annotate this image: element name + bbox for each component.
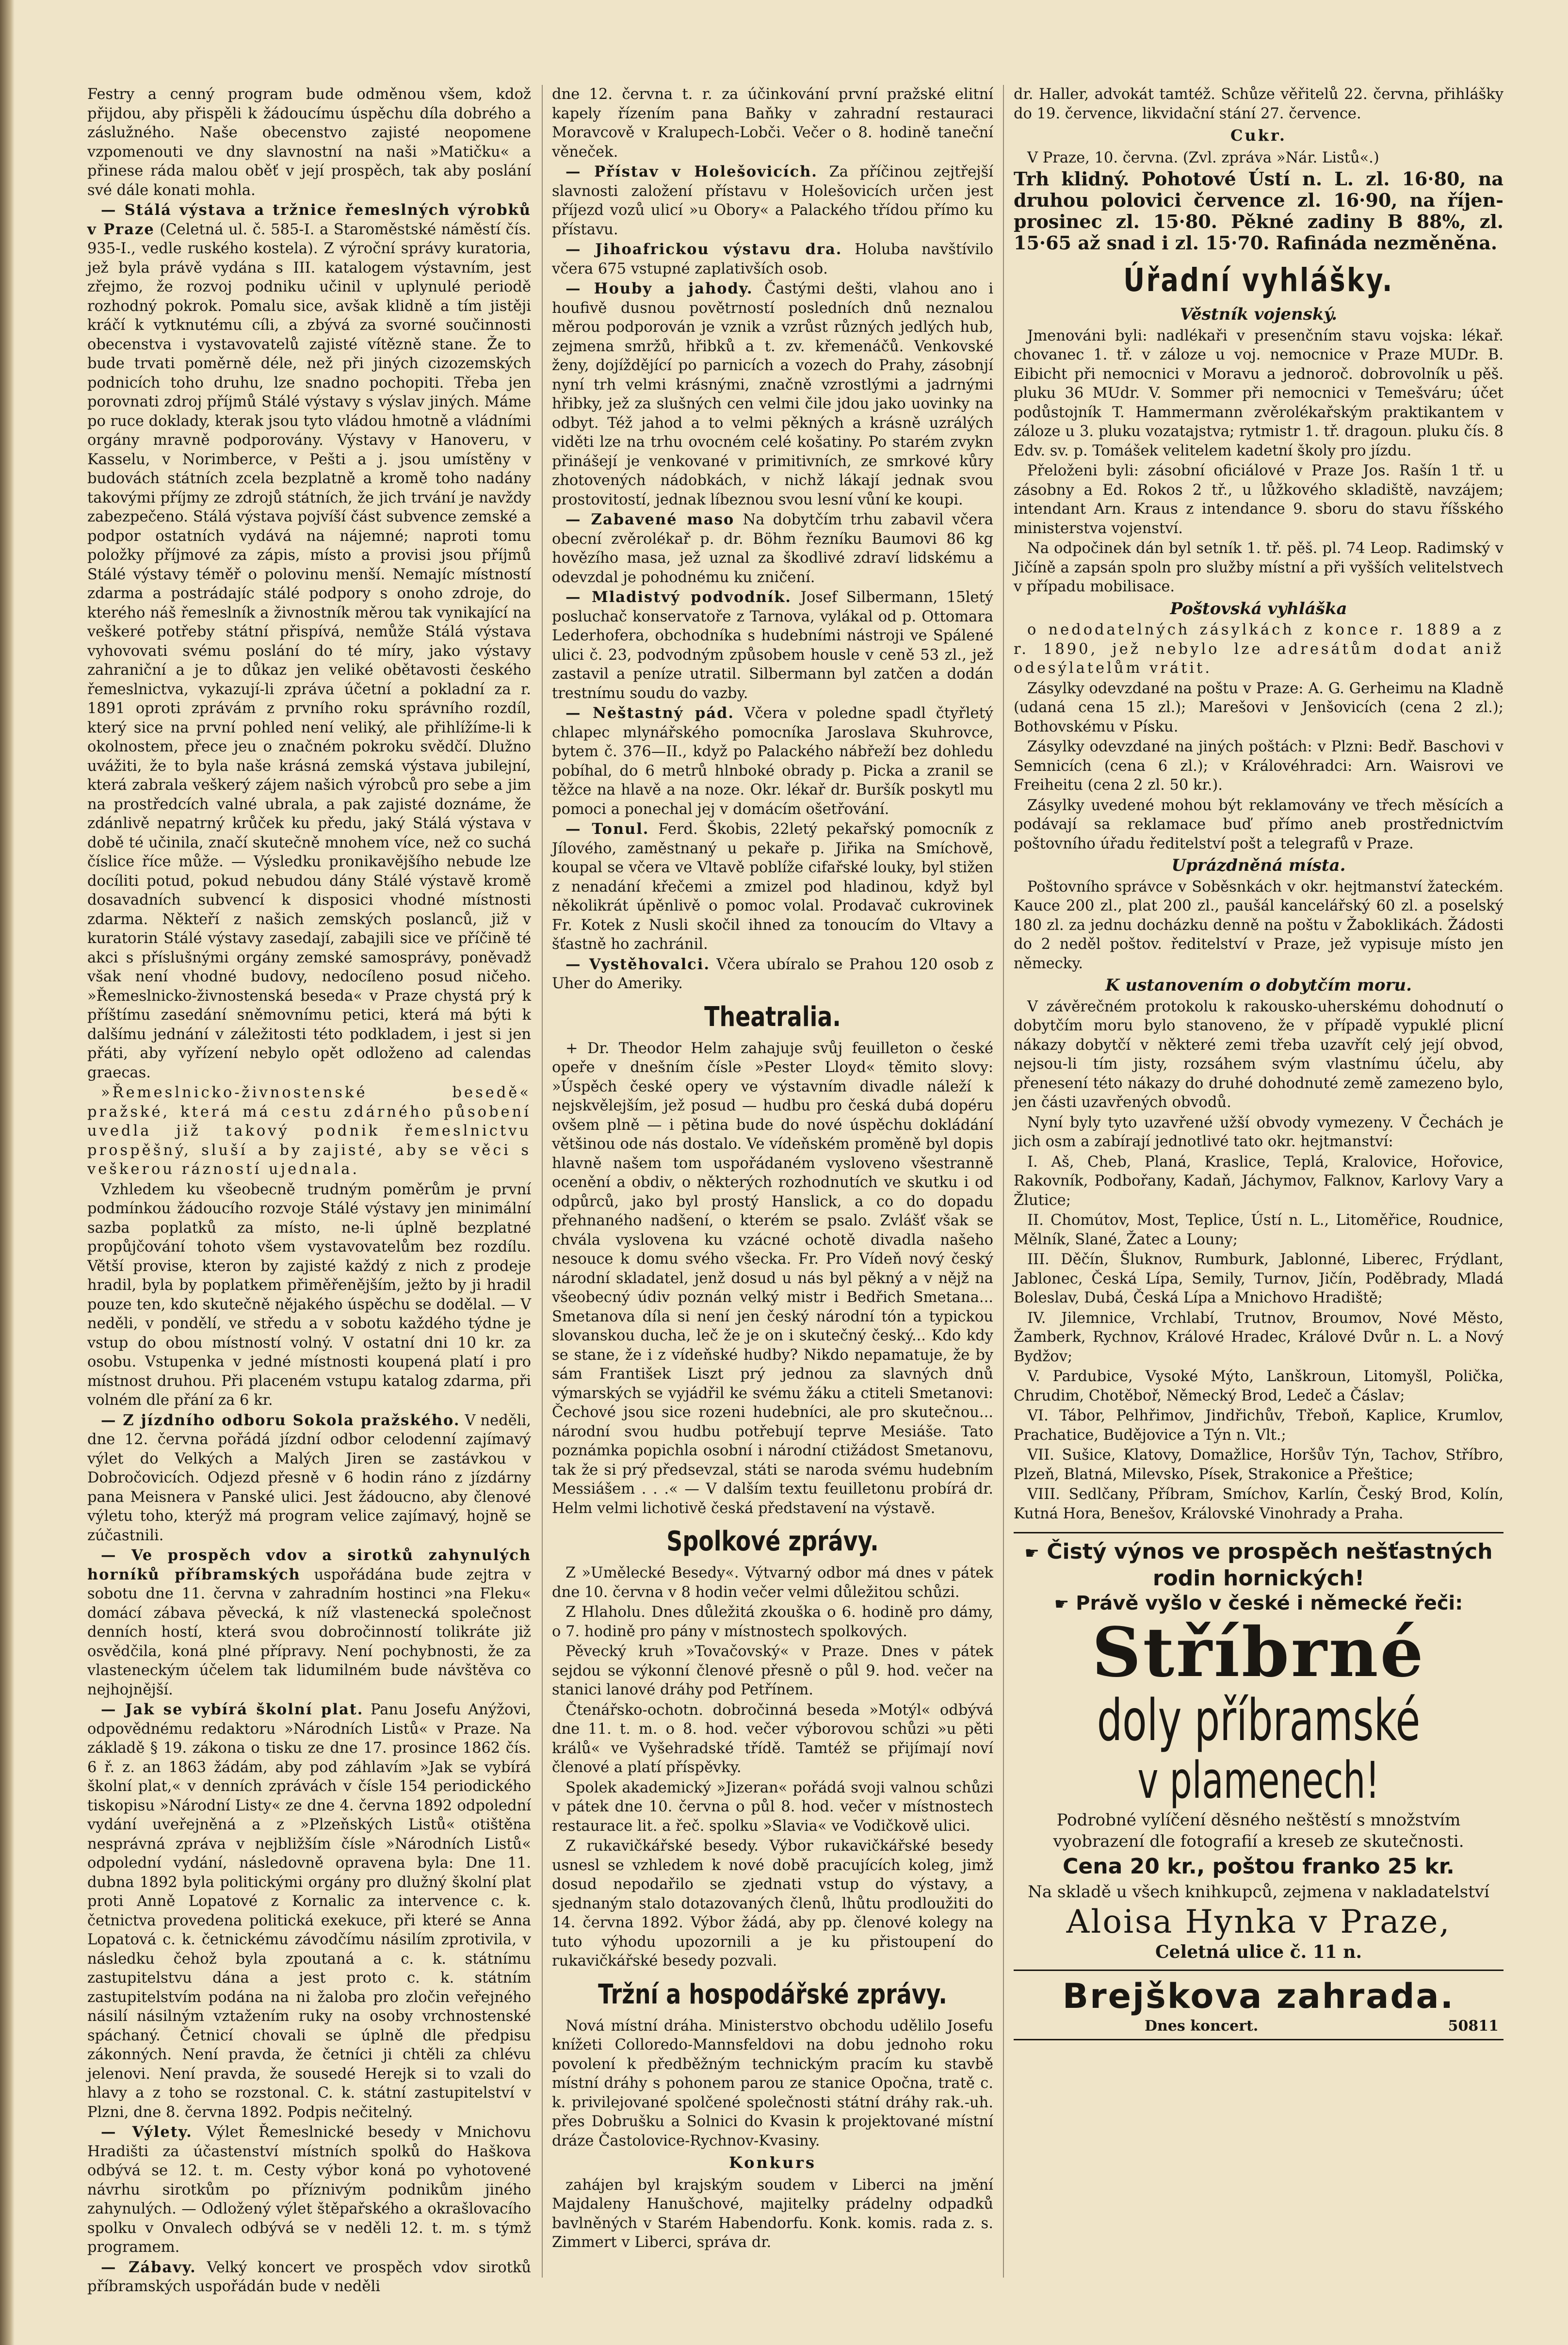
item-heading: — Ve prospěch vdov a sirotků zahynulých horníků příbramských (87, 1547, 531, 1583)
paragraph: o nedodatelných zásylkách z konce r. 1889 a z r. 1890, jež nebylo lze adresátům dodat aniž odesýlatelům vrátit. (1014, 621, 1503, 677)
column-divider (542, 85, 543, 2278)
paragraph: dr. Haller, advokát tamtéž. Schůze věřitelů 22. června, přihlášky do 19. července, likvidační stání 27. července. (1014, 86, 1503, 122)
section-heading-uradni-vyhlasky: Úřadní vyhlášky. (1123, 261, 1394, 299)
ad-title-line-3: v plamenech! (1137, 1751, 1380, 1810)
paragraph: Pěvecký kruh »Tovačovský« v Praze. Dnes v pátek sejdou se výkonní členové přesně o půl 9. hod. večer na stanici lanové dráhy pod Petřínem. (552, 1643, 993, 1698)
news-item (87, 1700, 531, 2122)
item-text: Velký koncert ve prospěch vdov sirotků příbramských uspořádán bude v neděli (87, 2259, 532, 2295)
paragraph-spaced: »Řemeslnicko-živnostenské besedě« pražské, která má cestu zdárného působení uvedla již takový podnik řemeslnictvu prospěšný, sluší a by zajisté, aby se věci s veškerou rázností ujednala. (87, 1084, 531, 1178)
list-item: III. Děčín, Šluknov, Rumburk, Jablonné, Liberec, Frýdlant, Jablonec, Česká Lípa, Semily, Turnov, Jičín, Poděbrady, Mladá Boleslav, Dubá, Česká Lípa a Mnichovo Hradiště; (1014, 1251, 1503, 1306)
list-item: V. Pardubice, Vysoké Mýto, Lanškroun, Litomyšl, Polička, Chrudim, Chotěboř, Německý Brod, Ledeč a Čáslav; (1014, 1368, 1503, 1404)
ad-publisher: Aloisa Hynka v Praze, (1066, 1903, 1451, 1940)
page-binding-edge (0, 0, 15, 2345)
item-text: V neděli, dne 12. června pořádá jízdní odbor celodenní zajímavý výlet do Velkých a Malých Jiren se zastávkou v Dobročovicích. Odjezd přesně v 6 hodin ráno z jízdárny pana Meisnera v Panské ulici. Jest žádoucno, aby členové výletu toho, kterýž má program velice zajímavý, hojně se zúčastnili. (87, 1412, 531, 1544)
item-text: Holuba navštívilo včera 675 vstupné zaplativších osob. (552, 241, 994, 277)
item-heading: — Jak se vybírá školní plat. (101, 1701, 364, 1718)
ad-note: Dnes koncert. (1145, 2018, 1259, 2035)
advertisement-brejskova-zahrada (1014, 1970, 1503, 2040)
subheading-uprazdnena-mista: Uprázdněná místa. (1171, 856, 1346, 875)
list-item: II. Chomútov, Most, Teplice, Ústí n. L., Litoměřice, Roudnice, Mělník, Slané, Žatec a Louny; (1014, 1212, 1503, 1248)
item-heading: — Z jízdního odboru Sokola pražského. (101, 1411, 460, 1429)
paragraph: Spolek akademický »Jizeran« pořádá svoji valnou schůzi v pátek dne 10. června o půl 8. hod. večer v místnostech restaurace lit. a řeč. spolku »Slavia« ve Vodičkově ulici. (552, 1779, 993, 1835)
paragraph: Jmenováni byli: nadlékaři v presenčním stavu vojska: lékař. chovanec 1. tř. v záloze u voj. nemocnice v Praze MUDr. B. Eibicht při nemocnici v Moravu a jednoroč. dobrovolník u pěš. pluku 36 MUdr. V. Sommer při nemocnici v Temešváru; účet podůstojník T. Hammermann zvěrolékařským praktikantem v záloze u 3. pluku vozatajstva; rytmistr 1. tř. dragoun. pluku čís. 8 Edv. sv. p. Tomášek velitelem kadetní školy pro jízdu. (1014, 327, 1503, 459)
pointing-hand-icon: ☛ (1024, 1544, 1039, 1563)
pointing-hand-icon: ☛ (1054, 1595, 1069, 1614)
paragraph: Čtenářsko-ochotn. dobročinná beseda »Motýl« odbývá dne 11. t. m. o 8. hod. večer výborovou schůzi »u pěti králů« ve Vyšehradské třídě. Tamtéž se přijímají noví členové a platí příspěvky. (552, 1701, 993, 1776)
subheading-dobytci-mor: K ustanovením o dobytčím moru. (1105, 976, 1412, 995)
item-heading: — Tonul. (566, 820, 649, 838)
paragraph: Nová místní dráha. Ministerstvo obchodu udělilo Josefu knížeti Colloredo-Mannsfeldovi na dobu jednoho roku povolení k předběžným technickým pracím ku stavbě místní dráhy s pohonem parou ze stanice Opočna, tratě c. k. privilejované spolčené společnosti státní dráhy rak.-uh. přes Dobrušku a Solnici do Kvasin k projektované místní dráze Častolovice-Rychnov-Kvasiny. (552, 2017, 993, 2150)
paragraph: Z rukavičkářské besedy. Výbor rukavičkářské besedy usnesl se vzhledem k nové době pracujících koleg, jimž dosud nepodařilo se zjednati vstup do výstavy, a sjednaným stalo dotazovaných členů, lhůtu prodloužiti do 14. června 1892. Výbor žádá, aby pp. členové kolegy na tuto výhodu upozornili a je ku přistoupení do rukavičkářské besedy pozvali. (552, 1838, 993, 1970)
advertisement-stribrne-doly (1014, 1532, 1503, 1963)
ad-availability: Na skladě u všech knihkupců, zejmena v nakladatelství (1028, 1882, 1489, 1902)
column-divider (1003, 85, 1004, 2278)
item-heading: — Jihoafrickou výstavu dra. (566, 241, 842, 258)
newspaper-page (87, 85, 1503, 2295)
news-item (552, 240, 993, 278)
ad-headline: Brejškova zahrada. (1062, 1976, 1455, 2016)
ad-description: Podrobné vylíčení děsného neštěstí s množstvím vyobrazení dle fotografií a kreseb ze skutečnosti. (1053, 1810, 1464, 1851)
news-item (552, 163, 993, 239)
item-heading: — Zabavené maso (566, 511, 735, 528)
list-item: VI. Tábor, Pelhřimov, Jindřichův, Třeboň, Kaplice, Krumlov, Prachatice, Budějovice a Týn n. Vlt.; (1014, 1407, 1503, 1444)
paragraph: Zásylky odevzdané na poštu v Praze: A. G. Gerheimu na Kladně (udaná cena 15 zl.); Marešovi v Jenšovicích (cena 2 zl.); Bothovskému v Písku. (1014, 680, 1503, 735)
section-heading-cukr: Cukr. (1230, 126, 1287, 145)
item-heading: — Mladistvý podvodník. (566, 588, 792, 606)
news-item (87, 1411, 531, 1546)
news-item (87, 201, 531, 1082)
list-item: VII. Sušice, Klatovy, Domažlice, Horšův Týn, Tachov, Stříbro, Plzeň, Blatná, Milevsko, Písek, Strakonice a Přeštice; (1014, 1447, 1503, 1483)
column-right (1014, 85, 1503, 2278)
paragraph: Přeloženi byli: zásobní oficiálové v Praze Jos. Rašín 1 tř. u zásobny a Ed. Rokos 2 tř., u lůžkového skladiště, navzájem; intendant Arn. Kraus z intendance 9. sboru do stavu říšského ministerstva vojenství. (1014, 462, 1503, 537)
list-item: IV. Jilemnice, Vrchlabí, Trutnov, Broumov, Nové Město, Žamberk, Rychnov, Králové Hradec, Králové Dvůr n. L. a Nový Bydžov; (1014, 1309, 1503, 1365)
paragraph: Z Hlaholu. Dnes důležitá zkouška o 6. hodině pro dámy, o 7. hodině pro pány v místnostech spolkových. (552, 1604, 993, 1640)
item-text: Panu Josefu Anýžovi, odpovědnému redaktoru »Národních Listů« v Praze. Na základě § 19. zákona o tisku ze dne 17. prosince 1862 čís. 6 ř. z. an 1863 žádám, aby pod záhlavím »Jak se vybírá školní plat,« v denních zprávách v čísle 154 periodického tiskopisu »Národní Listy« ze dne 4. června 1892 odpolední vydání uveřejněná a z »Plzeňských Listů« otištěna nesprávná zpráva v nejbližším čísle »Národních Listů« odpolední vydání, následovně opravena byla: Dne 11. dubna 1892 byla politickými orgány pro dlužný školní plat proti Anně Lopatové z Kornalic za intervence c. k. četnictva provedena politická exekuce, při které se Anna Lopatová c. k. četnickému závodčímu násilím zprotivila, v následku čehož byla zpoutaná a c. k. státnímu zastupitelstvu dána a jest proto c. k. státním zastupitelstvím podána na ni žaloba pro zločin veřejného násilí násilným vztažením ruky na osoby vrchnostenské spáchaný. Četnicí chovali se úplně dle předpisu zákonných. Není pravda, že četníci ji chtěli za chlévu jelenovi. Není pravda, že sousedé Herejk si to vzali do hlavy a z toho se rozstonal. C. k. státní zastupitelství v Plzni, dne 8. června 1892. Podpis nečitelný. (87, 1701, 532, 2121)
news-item (87, 1546, 531, 1699)
item-text: Na dobytčím trhu zabavil včera obecní zvěrolékař p. dr. Böhm řezníku Baumovi 86 kg hovězího masa, jež uznal za škodlivé zdraví lidskému a odevzdal je pohodnému ku zničení. (552, 511, 993, 586)
section-heading-trzni-zpravy: Tržní a hospodářské zprávy. (598, 1978, 947, 2010)
ad-price: Cena 20 kr., poštou franko 25 kr. (1063, 1854, 1455, 1879)
paragraph: Zásylky uvedené mohou být reklamovány ve třech měsících a podávají sa reklamace buď přímo aneb prostřednictvím poštovního úřadu ředitelství pošt a telegrafů v Praze. (1014, 797, 1503, 852)
item-text: Ferd. Škobis, 22letý pekařský pomocník z Jílového, zaměstnaný u pekaře p. Jiřika na Smíchově, koupal se včera ve Vltavě poblíže cifařské louky, byl stižen z nenadání křečemi a zmizel pod hladinou, když byl několikrát úpěnlivě o pomoc volal. Prodavač cukrovinek Fr. Kotek z Nusli skočil ihned za tonoucím do Vltavy a šťastně ho zachránil. (552, 821, 994, 953)
column-left (87, 85, 532, 2295)
paragraph: Poštovního správce v Soběsnkách v okr. hejtmanství žateckém. Kauce 200 zl., plat 200 zl., paušál kancelářský 60 zl. a poselský 180 zl. za jednu docházku denně na poštu v Žaboklikách. Žádosti do 2 neděl poštov. ředitelství v Praze, jež vypisuje místo jen německy. (1014, 878, 1503, 972)
item-text: Včera v poledne spadl čtyřletý chlapec mlynářského pomocníka Jaroslava Skuhrovce, bytem č. 376—II., když po Palackého nábřeží bez dohledu pobíhal, do 6 metrů hlnboké obrady p. Picka a zranil se těžce na hlavě a na noze. Okr. lékař dr. Buršík poskytl mu pomoci a ponechal jej v domácím ošetřování. (552, 705, 994, 818)
ad-headline: ☛ Čistý výnos ve prospěch nešťastných rodin hornických! (1024, 1539, 1493, 1591)
column-middle (552, 85, 993, 2278)
section-heading-spolkove-zpravy: Spolkové zprávy. (666, 1526, 879, 1557)
list-item: VIII. Sedlčany, Příbram, Smíchov, Karlín, Český Brod, Kolín, Kutná Hora, Benešov, Královské Vinohrady a Praha. (1014, 1486, 1503, 1522)
ad-footer (1014, 2017, 1503, 2036)
item-heading: — Zábavy. (101, 2258, 196, 2276)
paragraph: zahájen byl krajským soudem v Liberci na jmění Majdaleny Hanušchové, majitelky prádelny odpadků bavlněných v Starém Habendorfu. Konk. komis. rada z. s. Zimmert v Liberci, správa dr. (552, 2176, 993, 2251)
section-heading-konkurs: Konkurs (728, 2153, 817, 2172)
paragraph: + Dr. Theodor Helm zahajuje svůj feuilleton o české opeře v dnešním čísle »Pester Lloyd« těmito slovy: »Úspěch české opery ve výstavním divadle náleží k nejskvělejším, jež posud — hudbu pro česká dubá dopéru ovšem plně — i pětina bude do nové úspěchu dokládání většinou ode nás dostalo. Ve vídeňském proměně byl dopis hlavně našem tom uspořádaném vysloveno všestranně ocenění a obdiv, o některých rozhodnutích ve skutku i od odpůrců, jako byl prostý Hanslick, a co do dopadu přehnaného nadšení, o kterém se psalo. Zvlášť však se chvála vyslovena ku vzácné ochotě divadla našeho nesouce k domu svého všecka. Fr. Pro Vídeň nový český národní skladatel, jenž dosud u nás byl pěkný a v nějž na všeobecný údiv poznán velký mistr i Bedřich Smetana... Smetanova díla si není jen český národní tón a typickou slovanskou ducha, leč že je on i skutečný český... Kdo kdy se stane, že i z vídeňské hudby? Nikdo nepamatuje, že by sám František Liszt prý jednou za slavných dnů výmarských se vyjádřil ke svému žáku a ctiteli Smetanovi: Čechové jsou sice rozeni hudebníci, ale pro skutečnou... národní svou hudbu potřebují teprve Mesiáše. Tato poznámka popichla osobní i národní ctižádost Smetanovu, tak že si prý předsevzal, státi se naroda svému hudebním Messiášem . . .« — V dalším textu feuilletonu probírá dr. Helm velmi lichotivě česká představení na výstavě. (552, 1040, 993, 1517)
ad-address: Celetná ulice č. 11 n. (1155, 1942, 1362, 1962)
ad-title-line-1: Stříbrné (1092, 1613, 1425, 1693)
paragraph: Festry a cenný program bude odměnou všem, kdož přijdou, aby přispěli k žádoucímu úspěchu díla dobrého a záslužného. Naše obecenstvo zajisté neopomene vzpomenouti ve dny slavnostní na naši »Matičku« a přinese ráda malou oběť v její prospěch, tak aby poslání své dále konati mohla. (87, 86, 531, 199)
item-text: Včera ubíralo se Prahou 120 osob z Uher do Ameriky. (552, 956, 993, 992)
item-heading: — Přístav v Holešovicích. (566, 163, 818, 180)
news-item (552, 510, 993, 587)
paragraph: Z »Umělecké Besedy«. Výtvarný odbor má dnes v pátek dne 10. června v 8 hodin večer velmi důležitou schůzi. (552, 1564, 993, 1601)
section-heading-theatralia: Theatralia. (704, 1001, 841, 1033)
news-item (552, 955, 993, 993)
subheading-vestnik-vojensky: Věstník vojenský. (1180, 305, 1338, 324)
item-text: Za příčinou zejtřejší slavnosti založení přístavu v Holešovicích určen jest příjezd vozů ulicí »u Obory« a Palackého třídou přímo ku přístavu. (552, 163, 993, 238)
market-report: Trh klidný. Pohotové Ústí n. L. zl. 16·80, na druhou polovici července zl. 16·90, na říjen-prosinec zl. 15·80. Pěkné zadiny B 88%, zl. 15·65 až snad i zl. 15·70. Rafináda nezměněna. (1014, 168, 1503, 254)
paragraph: dne 12. června t. r. za účinkování první pražské elitní kapely řízením pana Baňky v zahradní restauraci Moravcově v Kralupech-Lobči. Večer o 8. hodině taneční věneček. (552, 86, 993, 161)
ad-title-line-2: doly příbramské (1097, 1687, 1421, 1754)
news-item (552, 588, 993, 703)
item-text: Častými dešti, vlahou ano i houfivě dusnou povětrností posledních dnů neznalou měrou podporován je vznik a vzrůst různých jedlých hub, zejmena smržů, hřibků a t. zv. křemenáčů. Venkovské ženy, dojíždějící po parnicích a vozech do Prahy, zásobnjí nyní trh velmi krásnými, značně vzrostlými a jadrnými hřibky, jež za slušných cen velmi čile jdou jako uovinky na odbyt. Též jahod a to velmi pěkných a krásně uzrálých viděti lze na trhu ovocném celé košatiny. Po starém zvykn přinášejí je venkované v primitivních, ze smrkové kůry zhotovených nádobkách, v nichž lákají jednak svou prostovitostí, jednak líbeznou svou lesní vůní ke koupi. (552, 280, 993, 508)
list-item: I. Aš, Cheb, Planá, Kraslice, Teplá, Kralovice, Hořovice, Rakovník, Podbořany, Kadaň, Jáchymov, Falknov, Karlovy Vary a Žlutice; (1014, 1153, 1503, 1209)
paragraph: Zásylky odevzdané na jiných poštách: v Plzni: Bedř. Baschovi v Semnicích (cena 6 zl.); v Královéhradci: Arn. Waisrovi ve Freiheitu (cena 2 zl. 50 kr.). (1014, 738, 1503, 794)
news-item (87, 2258, 531, 2296)
paragraph: V Praze, 10. června. (Zvl. zpráva »Nár. Listů«.) (1027, 149, 1379, 166)
paragraph: V závěrečném protokolu k rakousko-uherskému dohodnutí o dobytčím moru bylo stanoveno, že v případě vypuklé plicní nákazy dobytčí v některé zemi třeba uzavřít celý její obvod, nejsou-li tím jisty, rozsáhem svým vlastnímu účelu, aby přenesení této nákazy do druhé dohodnuté země zamezeno bylo, jen části uzavřených obvodů. (1014, 998, 1503, 1111)
paragraph: Vzhledem ku všeobecně trudným poměrům je první podmínkou žádoucího rozvoje Stálé výstavy jen minimální sazba poplatků za místo, ne-li úplně bezplatné propůjčování tohoto všem vystavovatelům bez rozdílu. Větší provise, kteron by zajisté každý z nich z prodeje hradil, byla by poplatkem přiměřenějším, ježto by ji hradil pouze ten, kdo skutečně nějakého úspěchu se dodělal. — V neděli, v pondělí, ve středu a v sobotu každého týdne je vstup do obou místností volný. V ostatní dni 10 kr. za osobu. Vstupenka v jedné místnosti koupená platí i pro místnost druhou. Při placeném vstupu katalog zdarma, při volném dle přání za 6 kr. (87, 1181, 531, 1409)
ad-subheadline: ☛ Právě vyšlo v české i německé řeči: (1054, 1592, 1463, 1614)
item-heading: — Stálá výstava a tržnice řemeslných výrobků v Praze (87, 201, 531, 238)
news-item (87, 2123, 531, 2257)
item-heading: — Výlety. (101, 2123, 193, 2141)
ad-number: 50811 (1448, 2018, 1499, 2035)
subheading-postovska-vyhlaska: Poštovská vyhláška (1170, 599, 1347, 619)
item-text: Josef Silbermann, 15letý posluchač konservatoře z Tarnova, vylákal od p. Ottomara Lederhofera, obchodníka s hudebními nástroji ve Spálené ulici č. 23, podvodným způsobem housle v ceně 53 zl., jež zastavil a peníze utratil. Silbermann byl zatčen a dodán trestnímu soudu do vazby. (552, 589, 993, 702)
item-text: uspořádána bude zejtra v sobotu dne 11. června v zahradním hostinci »na Fleku« domácí zábava pěvecká, k níž vlastenecká společnost denních hostí, která svou dobročinností tolikráte již osvědčila, koná plné přípravy. Není pochybnosti, že za vlasteneckým účelem tak lidumilném bude návštěva co nejhojnější. (87, 1566, 531, 1698)
item-heading: — Neštastný pád. (566, 704, 734, 722)
item-heading: — Houby a jahody. (566, 280, 753, 297)
news-item (552, 704, 993, 819)
item-text: Výlet Řemeslnické besedy v Mnichovu Hradišti za účastenství místních spolků do Haškova odbývá se 12. t. m. Cesty výbor koná po vyhotovené návrhu sirotkům po příznivým podnikům jiného zahynulých. — Odložený výlet štěpařského a okrašlovacího spolku v Onvalech odbývá se v neděli 12. t. m. s týmž programem. (87, 2124, 531, 2256)
paragraph: Na odpočinek dán byl setník 1. tř. pěš. pl. 74 Leop. Radimský v Jičíně a zapsán spoln pro služby místní a při vyšších velitelstvech v případu mobilisace. (1014, 540, 1503, 595)
news-item (552, 279, 993, 509)
news-item (552, 820, 993, 954)
paragraph: Nyní byly tyto uzavřené užší obvody vymezeny. V Čechách je jich osm a zabírají jednotlivé tato okr. hejtmanství: (1014, 1114, 1503, 1150)
item-heading: — Vystěhovalci. (566, 955, 710, 973)
item-text: (Celetná ul. č. 585-I. a Staroměstské náměstí čís. 935-I., vedle ruského kostela). Z výroční správy kuratoria, jež byla právě vydána s III. katalogem výstavním, jest zřejmo, že rozvoj podniku učinil v uplynulé periodě rozhodný pokrok. Pomalu sice, avšak klidně a tím jistěji kráčí k vytknutému cíli, a zbývá za svorné součinnosti obecenstva i vystavovatelů zajisté vítězně stane. Že to bude trvati poměrně déle, než při jiných cizozemských podnicích toho druhu, lze snadno pochopiti. Třeba jen porovnati zdroj příjmů Stálé výstavy s výslav jiných. Máme po ruce doklady, kterak jsou tyto vládou hmotně a vládními orgány mravně podporovány. Výstavy v Hanoveru, v Kasselu, v Norimberce, v Pešti a j. jsou umístěny v budovách státních zcela bezplatně a kromě toho nadány takovými příjmy ze zdrojů státních, že jich trvání je navždy zabezpečeno. Stálá výstava pojvíší část subvence zemské a podpor ostatních vydává na nájemné; naproti tomu položky příjmové za zápis, místo a provisi jsou příjmů Stálé výstavy téměř o polovinu menší. Nemajíc místností zdarma a postrádajíc stálé podpory s onoho zdroje, do kterého náš řemeslník a živnostník měrou tak vynikající na veškeré potřeby státní přispívá, nemůže Stálá výstava vyhovovati svému poslání do té míry, jako výstavy zahraniční a je to důkaz jen veliké obětavosti českého řemeslnictva, vykazují-li zpráva účetní a pokladní za r. 1891 oproti zprávám z prvního roku správního rozdíl, který sice na první pohled není veliký, ale přihlížíme-li k okolnostem, přece jeu o značném pokroku svědčí. Dlužno uvážiti, že to byla naše krásná zemská výstava jubilejní, která zabrala veškerý zájem našich výrobců pro sebe a jim na prostředcích valné ubrala, a pak zajisté doznáme, že zdánlivě nepatrný krůček ku předu, jaký Stálá výstava v době té učinila, značí skutečně mnohem více, než co suchá číslice říce může. — Výsledku pronikavějšího nebude lze docíliti potud, pokud nebudou dány Stálé výstavě kromě dosavadních subvencí k disposici vhodné místnosti zdarma. Někteří z našich zemských poslanců, již v kuratorin Stálé výstavy zasedají, zabajili sice ve příčině té akci s příslušnými orgány zemské samosprávy, poněvadž však není vhodné budovy, nedocíleno posud ničeho. »Řemeslnicko-živnostenská beseda« v Praze chystá prý k příštímu zasedání sněmovnímu petici, která má býti k dalšímu jednání v záležitosti této podkladem, i jest si jen přáti, aby vyřízení nebylo opět odloženo ad calendas graecas. (87, 221, 531, 1081)
